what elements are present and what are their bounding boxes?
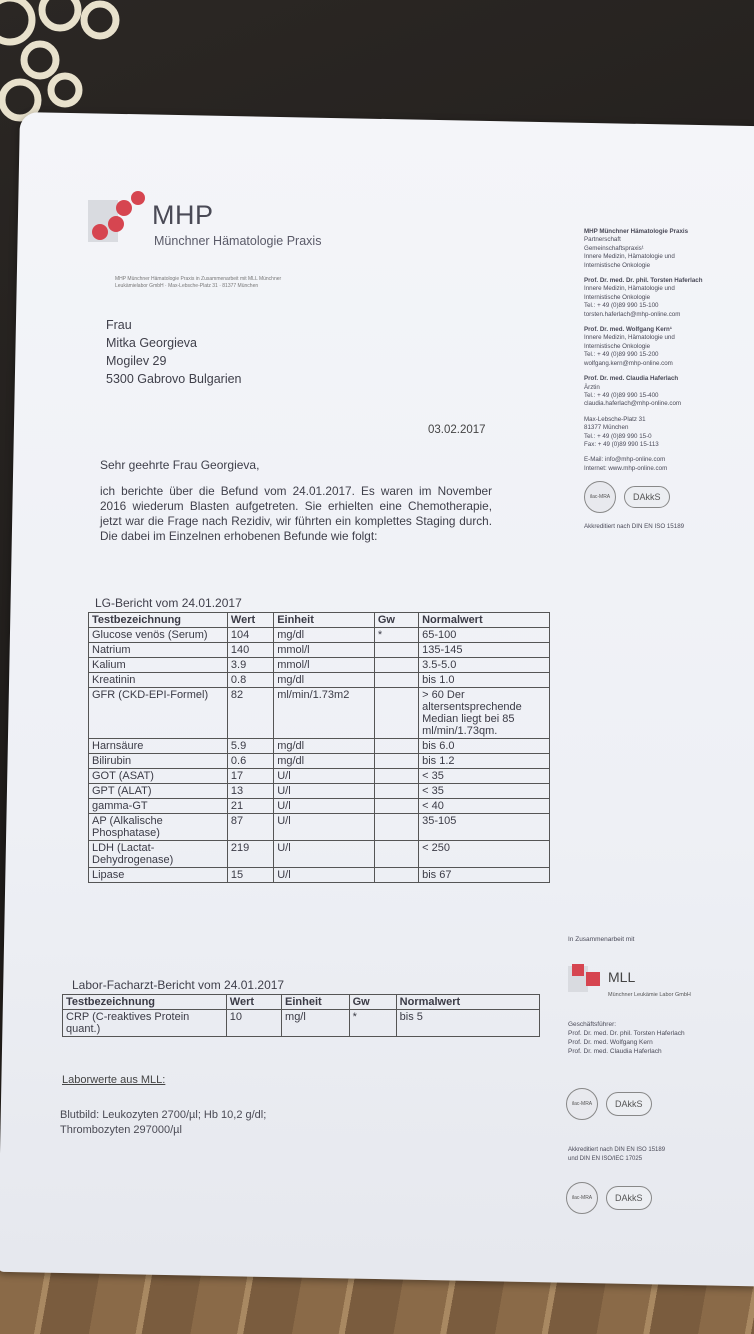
info-line: Prof. Dr. med. Wolfgang Kern¹	[584, 326, 672, 334]
table-cell: U/l	[274, 799, 375, 814]
ilac-badge-icon: ilac-MRA	[566, 1182, 598, 1214]
blutbild-line: Blutbild: Leukozyten 2700/µl; Hb 10,2 g/dl;	[60, 1109, 267, 1121]
table-cell: AP (Alkalische Phosphatase)	[89, 814, 228, 841]
table-cell: Bilirubin	[89, 754, 228, 769]
table-cell	[374, 739, 418, 754]
table-cell: 13	[227, 784, 273, 799]
info-line: Prof. Dr. med. Claudia Haferlach	[568, 1048, 662, 1055]
accreditation-badges	[584, 481, 744, 513]
table-cell: 15	[227, 868, 273, 883]
column-header: Wert	[226, 995, 281, 1010]
column-header: Testbezeichnung	[89, 613, 228, 628]
table-cell: mg/dl	[274, 673, 375, 688]
table-cell: 0.8	[227, 673, 273, 688]
accreditation-note: Akkreditiert nach DIN EN ISO 15189	[584, 523, 685, 531]
column-header: Einheit	[274, 613, 375, 628]
info-line: MHP Münchner Hämatologie Praxis	[584, 228, 689, 235]
letter-date: 03.02.2017	[428, 424, 486, 436]
table-cell: Natrium	[89, 643, 228, 658]
table-cell: GFR (CKD-EPI-Formel)	[89, 688, 228, 739]
table-cell	[374, 784, 418, 799]
mll-logo-icon	[568, 962, 604, 992]
table-cell: 65-100	[419, 628, 550, 643]
table-cell: 219	[227, 841, 273, 868]
mll-subtitle: Münchner Leukämie Labor GmbH	[608, 992, 691, 998]
table-cell	[374, 643, 418, 658]
lg-report-table	[88, 612, 550, 883]
table-cell	[374, 673, 418, 688]
recipient-line: Mogilev 29	[106, 354, 167, 368]
table-row	[89, 658, 550, 673]
table-cell: bis 1.2	[419, 754, 550, 769]
blutbild-text	[60, 1108, 360, 1138]
table-cell: mmol/l	[274, 643, 375, 658]
table-cell: CRP (C-reaktives Protein quant.)	[63, 1010, 227, 1037]
practice-info	[584, 228, 744, 270]
mhp-logo-icon	[86, 188, 146, 244]
ilac-badge-icon: ilac-MRA	[566, 1088, 598, 1120]
column-header: Normalwert	[396, 995, 539, 1010]
table-cell: < 40	[419, 799, 550, 814]
table-cell: 10	[226, 1010, 281, 1037]
salutation: Sehr geehrte Frau Georgieva,	[100, 458, 260, 472]
table-cell	[374, 688, 418, 739]
info-line: Fax: + 49 (0)89 990 15-113	[584, 440, 659, 448]
table-cell: ml/min/1.73m2	[274, 688, 375, 739]
column-header: Testbezeichnung	[63, 995, 227, 1010]
table-cell: < 35	[419, 769, 550, 784]
info-line: Innere Medizin, Hämatologie und	[584, 253, 675, 261]
table-cell: U/l	[274, 784, 375, 799]
table-cell: bis 1.0	[419, 673, 550, 688]
table-cell	[374, 769, 418, 784]
table-cell: 17	[227, 769, 273, 784]
labor-report-title: Labor-Facharzt-Bericht vom 24.01.2017	[72, 978, 285, 992]
table-cell: GOT (ASAT)	[89, 769, 228, 784]
table-cell: 0.6	[227, 754, 273, 769]
info-line: Innere Medizin, Hämatologie und	[584, 285, 675, 293]
table-cell	[374, 799, 418, 814]
info-line: 81377 München	[584, 424, 629, 432]
blutbild-line: Thrombozyten 297000/µl	[60, 1124, 182, 1136]
table-cell: mg/l	[282, 1010, 350, 1037]
table-cell	[374, 868, 418, 883]
table-row	[89, 841, 550, 868]
column-header: Wert	[227, 613, 273, 628]
table-cell: gamma-GT	[89, 799, 228, 814]
table-cell: 21	[227, 799, 273, 814]
dakks-badge-icon: DAkkS	[624, 486, 670, 508]
management-title: Geschäftsführer:	[568, 1021, 617, 1028]
recipient-line: 5300 Gabrovo Bulgarien	[106, 372, 242, 386]
table-cell: U/l	[274, 769, 375, 784]
practice-contact	[584, 456, 744, 473]
table-cell: 140	[227, 643, 273, 658]
info-line: Ärztin	[584, 383, 600, 391]
table-cell	[374, 814, 418, 841]
column-header: Normalwert	[419, 613, 550, 628]
table-cell	[374, 841, 418, 868]
info-line: Prof. Dr. med. Claudia Haferlach	[584, 375, 679, 383]
table-cell: 104	[227, 628, 273, 643]
info-line: wolfgang.kern@mhp-online.com	[584, 359, 673, 367]
sender-return-address: MHP Münchner Hämatologie Praxis in Zusammenarbeit mit MLL Münchner Leukämielabor GmbH · Max-Lebsche-Platz 31 · 81377 München	[115, 276, 282, 289]
table-cell: 3.5-5.0	[419, 658, 550, 673]
table-row	[89, 739, 550, 754]
table-cell: 82	[227, 688, 273, 739]
table-cell: Kreatinin	[89, 673, 228, 688]
info-line: Prof. Dr. med. Wolfgang Kern	[568, 1039, 653, 1046]
dakks-badge-icon: DAkkS	[606, 1186, 652, 1210]
table-row	[89, 673, 550, 688]
mll-accreditation-badges-2	[566, 1182, 652, 1214]
info-line: claudia.haferlach@mhp-online.com	[584, 400, 682, 408]
table-row	[89, 814, 550, 841]
info-line: Akkreditiert nach DIN EN ISO 15189	[568, 1147, 666, 1153]
table-row	[89, 868, 550, 883]
table-cell: bis 5	[396, 1010, 539, 1037]
table-cell: bis 67	[419, 868, 550, 883]
mll-lab-values-heading: Laborwerte aus MLL:	[62, 1074, 166, 1086]
mll-name: MLL	[608, 969, 636, 985]
letterhead-sidebar	[584, 228, 744, 532]
table-cell: mg/dl	[274, 739, 375, 754]
table-cell: LDH (Lactat-Dehydrogenase)	[89, 841, 228, 868]
mll-accreditation-badges	[566, 1088, 652, 1120]
table-cell: 3.9	[227, 658, 273, 673]
table-cell: 135-145	[419, 643, 550, 658]
info-line: Internistische Onkologie	[584, 293, 651, 301]
table-row	[89, 688, 550, 739]
doctor-kern	[584, 326, 744, 368]
table-cell: *	[349, 1010, 396, 1037]
column-header: Gw	[349, 995, 396, 1010]
recipient-address	[106, 316, 242, 388]
info-line: Max-Lebsche-Platz 31	[584, 415, 646, 423]
table-cell: *	[374, 628, 418, 643]
table-cell: < 250	[419, 841, 550, 868]
table-row	[89, 754, 550, 769]
info-line: Partnerschaft	[584, 236, 621, 244]
table-cell: GPT (ALAT)	[89, 784, 228, 799]
doctor-haferlach-torsten	[584, 277, 744, 319]
info-line: Tel.: + 49 (0)89 990 15-100	[584, 302, 659, 310]
cooperation-label: In Zusammenarbeit mit	[568, 936, 635, 943]
recipient-line: Mitka Georgieva	[106, 336, 198, 350]
table-cell	[374, 754, 418, 769]
table-row	[89, 769, 550, 784]
table-cell: Glucose venös (Serum)	[89, 628, 228, 643]
table-cell: U/l	[274, 868, 375, 883]
table-cell: 5.9	[227, 739, 273, 754]
recipient-line: Frau	[106, 318, 132, 332]
ilac-badge-icon: ilac-MRA	[584, 481, 616, 513]
dakks-badge-icon: DAkkS	[606, 1092, 652, 1116]
mll-management	[568, 1020, 743, 1056]
doctor-haferlach-claudia	[584, 375, 744, 409]
table-cell	[374, 658, 418, 673]
table-cell: 87	[227, 814, 273, 841]
info-line: torsten.haferlach@mhp-online.com	[584, 310, 681, 318]
table-cell: bis 6.0	[419, 739, 550, 754]
table-cell: > 60 Der altersentsprechende Median liegt bei 85 ml/min/1.73qm.	[419, 688, 550, 739]
table-cell: U/l	[274, 814, 375, 841]
management-list	[568, 1029, 743, 1056]
table-row	[89, 643, 550, 658]
info-line: Tel.: + 49 (0)89 990 15-400	[584, 391, 659, 399]
info-line: Innere Medizin, Hämatologie und	[584, 334, 675, 342]
table-cell: U/l	[274, 841, 375, 868]
mll-accreditation-note	[568, 1146, 743, 1164]
table-cell: Lipase	[89, 868, 228, 883]
info-line: Tel.: + 49 (0)89 990 15-200	[584, 351, 659, 359]
info-line: Internistische Onkologie	[584, 342, 651, 350]
table-cell: mg/dl	[274, 754, 375, 769]
table-cell: Kalium	[89, 658, 228, 673]
mll-logo	[568, 962, 691, 998]
letter-body: ich berichte über die Befund vom 24.01.2017. Es waren im November 2016 wiederum Blasten aufgetreten. Sie erhielten eine Chemotherapie, jetzt war die Frage nach Rezidiv, wir führten ein komplettes Staging durch. Die dabei im Einzelnen erhobenen Befunde wie folgt:	[100, 484, 492, 543]
table-row	[89, 784, 550, 799]
info-line: Tel.: + 49 (0)89 990 15-0	[584, 432, 652, 440]
table-cell: < 35	[419, 784, 550, 799]
info-line: E-Mail: info@mhp-online.com	[584, 456, 666, 464]
logo-subtitle: Münchner Hämatologie Praxis	[154, 234, 322, 248]
table-cell: 35-105	[419, 814, 550, 841]
table-row	[63, 1010, 540, 1037]
labor-report-table	[62, 994, 540, 1037]
info-line: Prof. Dr. med. Dr. phil. Torsten Haferlach	[568, 1030, 685, 1037]
info-line: Internet: www.mhp-online.com	[584, 464, 668, 472]
table-cell: Harnsäure	[89, 739, 228, 754]
info-line: Prof. Dr. med. Dr. phil. Torsten Haferlach	[584, 277, 703, 285]
table-row	[89, 628, 550, 643]
info-line: Gemeinschaftspraxis¹	[584, 244, 644, 252]
info-line: und DIN EN ISO/IEC 17025	[568, 1156, 643, 1162]
column-header: Gw	[374, 613, 418, 628]
table-row	[89, 799, 550, 814]
info-line: Internistische Onkologie	[584, 261, 651, 269]
table-cell: mg/dl	[274, 628, 375, 643]
column-header: Einheit	[282, 995, 350, 1010]
logo-title: MHP	[152, 200, 214, 230]
practice-address	[584, 416, 744, 450]
table-cell: mmol/l	[274, 658, 375, 673]
lg-report-title: LG-Bericht vom 24.01.2017	[95, 596, 242, 610]
